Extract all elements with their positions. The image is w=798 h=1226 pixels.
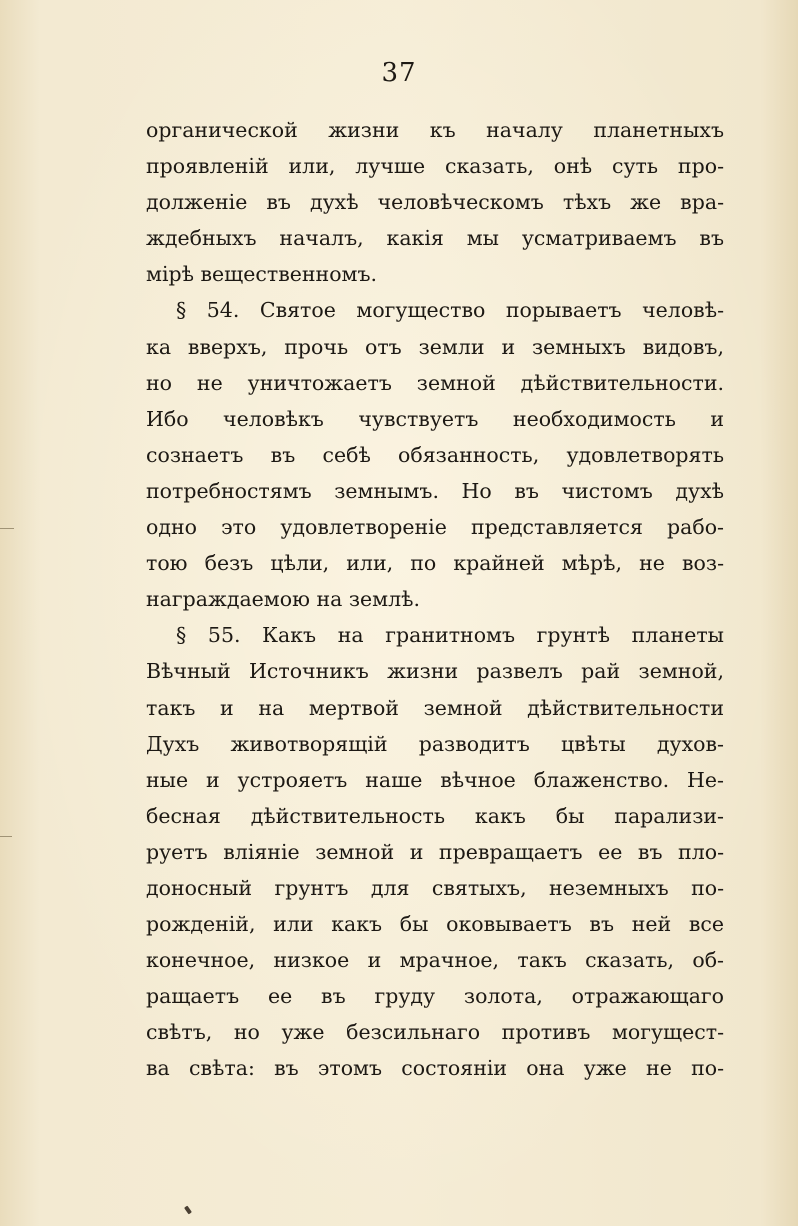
text-line: потребностямъ земнымъ. Но въ чистомъ духѣ xyxy=(146,478,724,503)
text-line: Ибо человѣкъ чувствуетъ необходимость и xyxy=(146,406,724,431)
text-line: ка вверхъ, прочь отъ земли и земныхъ видовъ, xyxy=(146,334,724,359)
paragraph-54-start: § 54. Святое могущество порываетъ человѣ- xyxy=(176,298,724,323)
text-line: награждаемою на землѣ. xyxy=(146,587,421,612)
text-line: ждебныхъ началъ, какія мы усматриваемъ въ xyxy=(146,226,724,251)
text-line: руетъ вліяніе земной и превращаетъ ее въ пло- xyxy=(146,839,724,864)
text-line: Вѣчный Источникъ жизни развелъ рай земной, xyxy=(146,659,724,684)
text-line: проявленій или, лучше сказать, онѣ суть про- xyxy=(146,154,724,179)
text-line: органической жизни къ началу планетныхъ xyxy=(146,118,724,142)
text-line: рожденій, или какъ бы оковываетъ въ ней все xyxy=(146,912,724,937)
text-line: конечное, низкое и мрачное, такъ сказать, об- xyxy=(146,948,724,973)
text-line: мірѣ вещественномъ. xyxy=(146,262,378,287)
paragraph-55-start: § 55. Какъ на гранитномъ грунтѣ планеты xyxy=(176,623,724,648)
text-line: ные и устрояетъ наше вѣчное блаженство. Не- xyxy=(146,767,724,792)
margin-mark xyxy=(0,528,14,529)
text-line: свѣтъ, но уже безсильнаго противъ могущест- xyxy=(146,1020,724,1045)
text-line: сознаетъ въ себѣ обязанность, удовлетворять xyxy=(146,442,724,467)
text-line: ращаетъ ее въ груду золота, отражающаго xyxy=(146,984,724,1009)
text-line: тою безъ цѣли, или, по крайней мѣрѣ, не воз- xyxy=(146,551,724,576)
ink-speck xyxy=(184,1206,192,1215)
text-line: Духъ животворящій разводитъ цвѣты духов- xyxy=(146,731,724,756)
text-line: одно это удовлетвореніе представляется рабо- xyxy=(146,515,724,540)
body-text xyxy=(146,112,724,1087)
margin-mark xyxy=(0,836,12,837)
text-line: доносный грунтъ для святыхъ, неземныхъ по- xyxy=(146,875,724,900)
text-line: ва свѣта: въ этомъ состояніи она уже не по- xyxy=(146,1056,724,1081)
text-line: но не уничтожаетъ земной дѣйствительности. xyxy=(146,370,724,395)
text-line: такъ и на мертвой земной дѣйствительности xyxy=(146,695,724,720)
text-line: бесная дѣйствительность какъ бы парализи- xyxy=(146,803,724,828)
page-number: 37 xyxy=(381,58,417,88)
text-line: долженіе въ духѣ человѣческомъ тѣхъ же вра- xyxy=(146,190,724,215)
